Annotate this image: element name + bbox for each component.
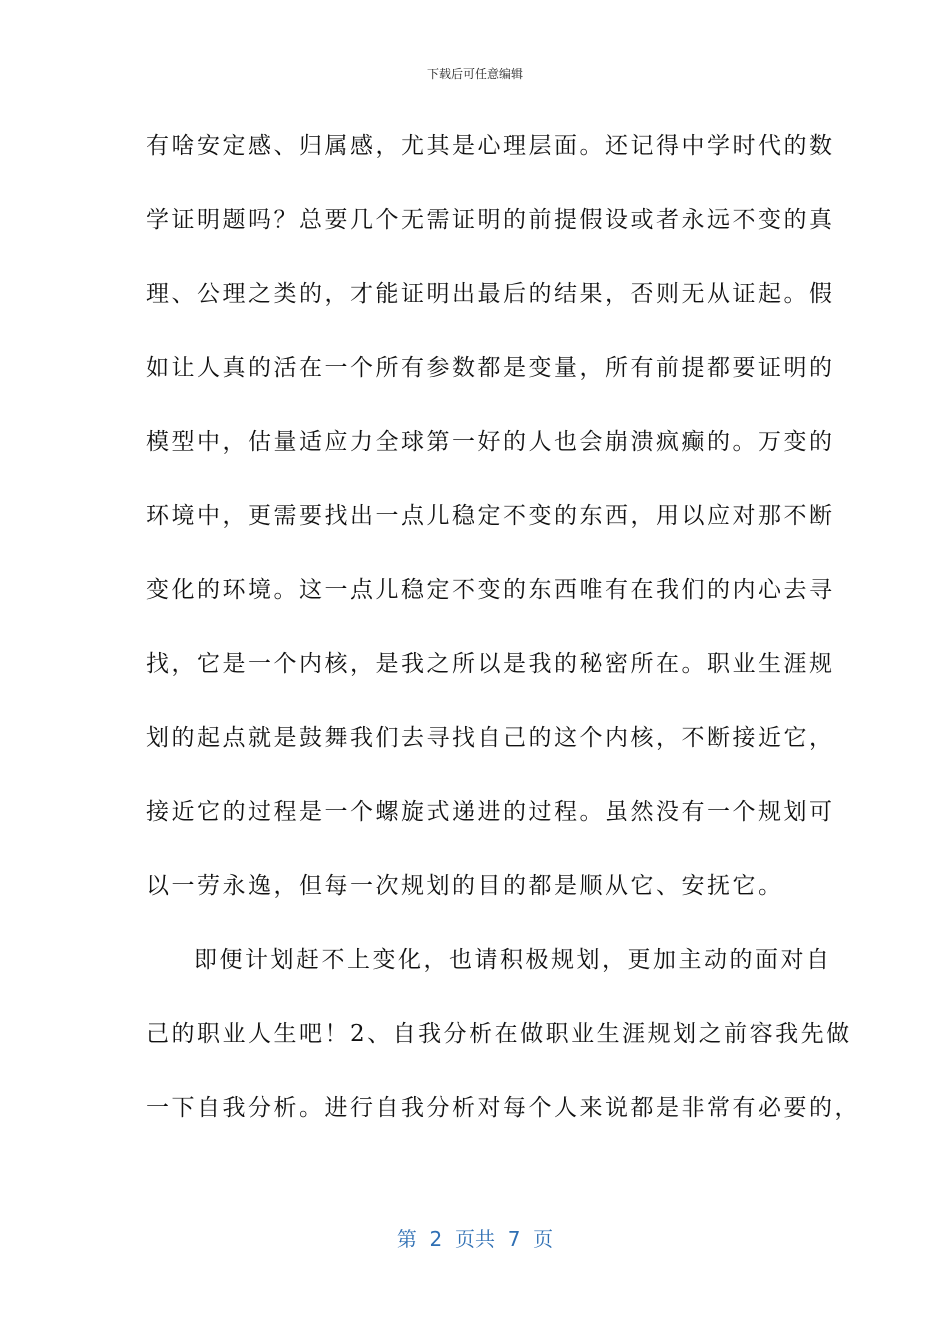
body-line: 有啥安定感、归属感，尤其是心理层面。还记得中学时代的数 <box>146 133 835 159</box>
page-number: 第 2 页共 7 页 <box>396 1227 554 1251</box>
body-line: 理、公理之类的，才能证明出最后的结果，否则无从证起。假 <box>146 281 835 307</box>
body-line: 接近它的过程是一个螺旋式递进的过程。虽然没有一个规划可 <box>146 799 835 825</box>
body-line-paragraph-start: 即便计划赶不上变化，也请积极规划，更加主动的面对自 <box>194 947 832 973</box>
body-line: 一下自我分析。进行自我分析对每个人来说都是非常有必要的， <box>146 1095 860 1121</box>
body-line: 找，它是一个内核，是我之所以是我的秘密所在。职业生涯规 <box>146 651 835 677</box>
body-line: 以一劳永逸，但每一次规划的目的都是顺从它、安抚它。 <box>146 873 784 899</box>
document-body <box>146 123 860 1159</box>
body-line: 环境中，更需要找出一点儿稳定不变的东西，用以应对那不断 <box>146 503 835 529</box>
body-line: 己的职业人生吧！2、自我分析在做职业生涯规划之前容我先做 <box>146 1021 852 1047</box>
body-line: 如让人真的活在一个所有参数都是变量，所有前提都要证明的 <box>146 355 835 381</box>
body-line: 划的起点就是鼓舞我们去寻找自己的这个内核，不断接近它， <box>146 725 835 751</box>
body-line: 学证明题吗？总要几个无需证明的前提假设或者永远不变的真 <box>146 207 835 233</box>
body-line: 模型中，估量适应力全球第一好的人也会崩溃疯癫的。万变的 <box>146 429 835 455</box>
page-header: 下载后可任意编辑 <box>426 67 523 81</box>
body-line: 变化的环境。这一点儿稳定不变的东西唯有在我们的内心去寻 <box>146 577 835 603</box>
